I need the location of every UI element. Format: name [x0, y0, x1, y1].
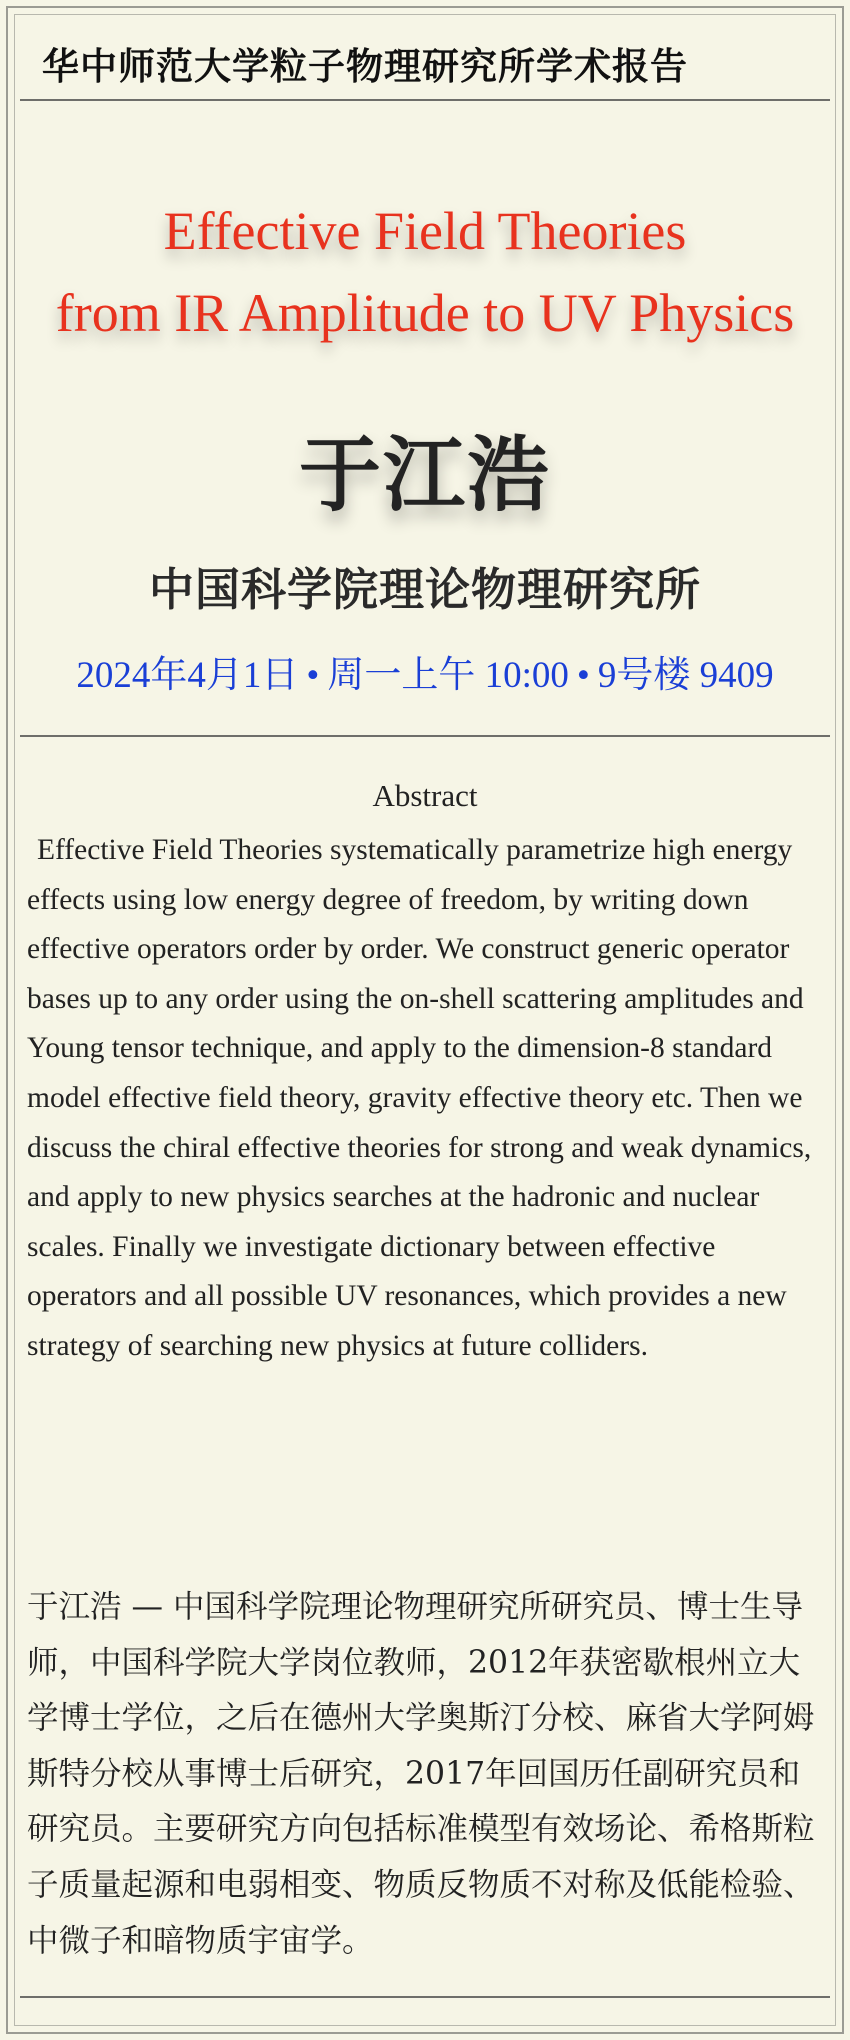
talk-title-line1: Effective Field Theories [163, 201, 687, 261]
talk-time: 周一上午 10:00 [327, 655, 569, 696]
abstract-heading: Abstract [372, 778, 478, 813]
separator-dot: • [306, 655, 320, 696]
footer-divider [20, 1996, 830, 1998]
speaker-affiliation: 中国科学院理论物理研究所 [148, 563, 701, 616]
header-divider [20, 99, 830, 101]
talk-title-line2: from IR Amplitude to UV Physics [55, 283, 795, 343]
talk-location: 9号楼 9409 [597, 655, 774, 696]
speaker-bio: 于江浩 — 中国科学院理论物理研究所研究员、博士生导师，中国科学院大学岗位教师，2012年获密歇根州立大学博士学位，之后在德州大学奥斯汀分校、麻省大学阿姆斯特分校从事博士后研究，2017年回国历任副研究员和研究员。主要研究方向包括标准模型有效场论、希格斯粒子质量起源和电弱相变、物质反物质不对称及低能检验、中微子和暗物质宇宙学。 [27, 1589, 815, 1959]
speaker-name: 于江浩 [298, 428, 551, 523]
abstract-text: Effective Field Theories systematically parametrize high energy effects using low energy degree of freedom, by writing down effective operators order by order. We construct generic operator bases up to any order using the on-shell scattering amplitudes and Young tensor technique, and apply to the dimension-8 standard model effective field theory, gravity effective theory etc. Then we discuss the chiral effective theories for strong and weak dynamics, and apply to new physics searches at the hadronic and nuclear scales. Finally we investigate dictionary between effective operators and all possible UV resonances, which provides a new strategy of searching new physics at future colliders. [27, 834, 812, 1362]
institute-header: 华中师范大学粒子物理研究所学术报告 [42, 45, 688, 88]
section-divider [20, 735, 830, 737]
separator-dot: • [576, 655, 590, 696]
schedule-line [0, 644, 850, 698]
talk-date: 2024年4月1日 [76, 655, 299, 696]
